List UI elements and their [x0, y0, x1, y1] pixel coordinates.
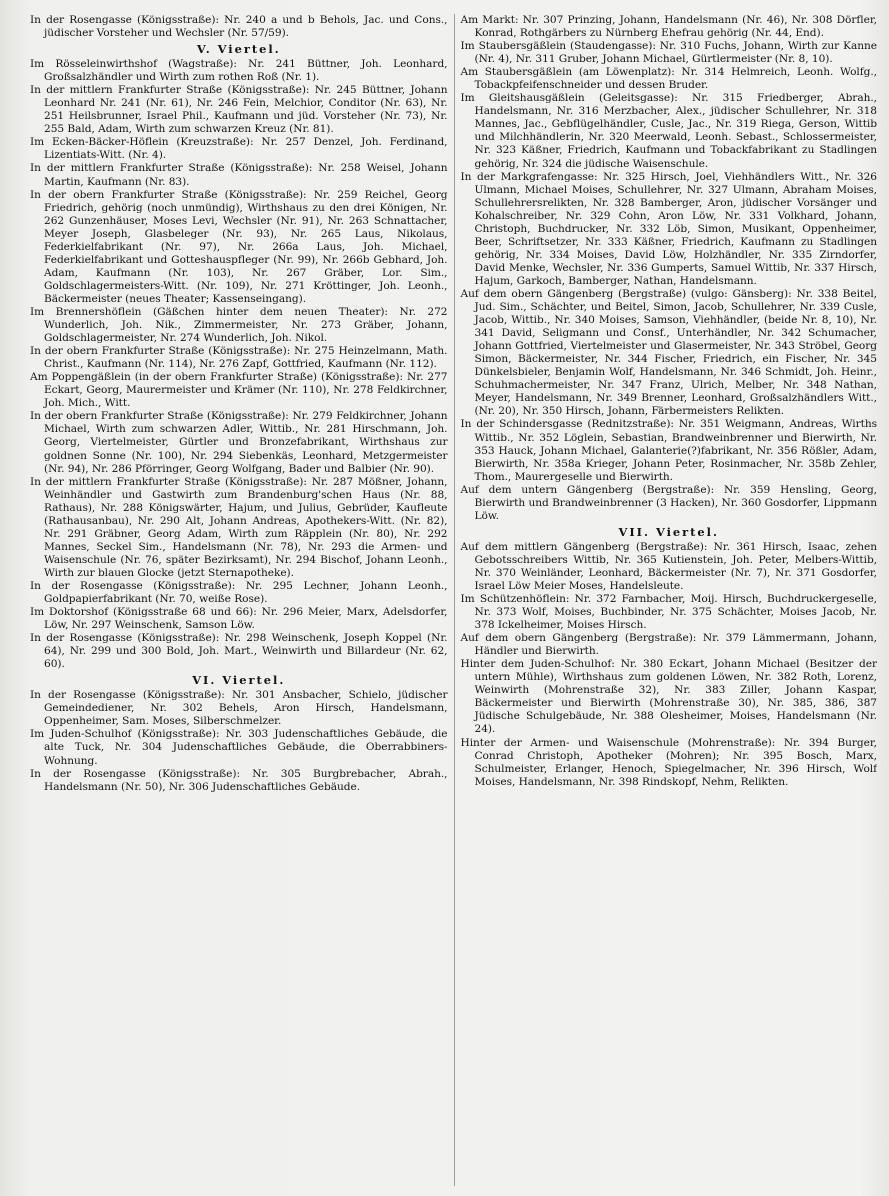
- address-entry: In der Markgrafengasse: Nr. 325 Hirsch, Joel, Viehhändlers Witt., Nr. 326 Ulmann, Michael Moises, Schullehrer, Nr. 327 Ulmann, Abraham Moises, Schullehrersrelikten, Nr. 328 Bamberger, Aron, jüdischer Vorsänger und Kohalschreiber, Nr. 329 Cohn, Aron Löw, Nr. 331 Volkhard, Johann, Christoph, Buchdrucker, Nr. 332 Löb, Simon, Musikant, Oppenheimer, Beer, Schriftsetzer, Nr. 333 Käßner, Friedrich, Kaufmann zu Stadlingen gehörig, Nr. 334 Moises, David Löw, Holzhändler, Nr. 335 Zirndorfer, David Menke, Wechsler, Nr. 336 Gumperts, Samuel Wittib, Nr. 337 Hirsch, Hajum, Garkoch, Bamberger, Nathan, Handelsmann.: [460, 170, 877, 287]
- address-entry: Im Doktorshof (Königsstraße 68 und 66): Nr. 296 Meier, Marx, Adelsdorfer, Löw, Nr. 297 Weinschenk, Samson Löw.: [30, 606, 448, 632]
- left-column: [30, 14, 454, 1186]
- address-entry: Im Schützenhöflein: Nr. 372 Farnbacher, Moij. Hirsch, Buchdruckergeselle, Nr. 373 Wolf, Moises, Buchbinder, Nr. 375 Schächter, Moises Jacob, Nr. 378 Ickelheimer, Moises Hirsch.: [460, 593, 877, 632]
- address-entry: Im Gleitshausgäßlein (Geleitsgasse): Nr. 315 Friedberger, Abrah., Handelsmann, Nr. 316 Merzbacher, Alex., jüdischer Schullehrer, Nr. 318 Mannes, Jac., Gebflügelhändler, Cusle, Jac., Nr. 319 Riega, Gerson, Wittib und Milchhändlerin, Nr. 320 Meerwald, Leonh. Sebast., Schlossermeister, Nr. 323 Käßner, Friedrich, Kaufmann und Tobackfabrikant zu Stadlingen gehörig, Nr. 324 die jüdische Waisenschule.: [460, 92, 877, 170]
- address-entry: In der mittlern Frankfurter Straße (Königsstraße): Nr. 258 Weisel, Johann Martin, Kaufmann (Nr. 83).: [30, 162, 448, 188]
- address-entry: In der Schindersgasse (Rednitzstraße): Nr. 351 Weigmann, Andreas, Wirths Wittib., Nr. 352 Löglein, Sebastian, Brandweinbrenner und Bierwirth, Nr. 353 Hauck, Johann Michael, Galanterie(?)fabrikant, Nr. 356 Rößler, Adam, Bierwirth, Nr. 358a Krieger, Johann Peter, Rosinmacher, Nr. 358b Zehler, Thom., Maurergeselle und Bierwirth.: [460, 418, 877, 483]
- address-entry: In der Rosengasse (Königsstraße): Nr. 298 Weinschenk, Joseph Koppel (Nr. 64), Nr. 299 und 300 Bold, Joh. Mart., Weinwirth und Billardeur (Nr. 62, 60).: [30, 632, 448, 671]
- address-entry: Am Markt: Nr. 307 Prinzing, Johann, Handelsmann (Nr. 46), Nr. 308 Dörfler, Konrad, Rothgärbers zu Nürnberg Ehefrau gehörig (Nr. 44, End).: [460, 14, 877, 40]
- section-heading: VI. Viertel.: [192, 673, 286, 688]
- address-entry: In der Rosengasse (Königsstraße): Nr. 305 Burgbrebacher, Abrah., Handelsmann (Nr. 50), Nr. 306 Judenschaftliches Gebäude.: [30, 767, 448, 793]
- address-entry: Im Ecken-Bäcker-Höflein (Kreuzstraße): Nr. 257 Denzel, Joh. Ferdinand, Lizentiats-Witt. (Nr. 4).: [30, 136, 448, 162]
- address-entry: Im Brennershöflein (Gäßchen hinter dem neuen Theater): Nr. 272 Wunderlich, Joh. Nik., Zimmermeister, Nr. 273 Gräber, Johann, Goldschlagermeister, Nr. 274 Wunderlich, Joh. Nikol.: [30, 305, 448, 345]
- address-entry: Auf dem obern Gängenberg (Bergstraße): Nr. 379 Lämmermann, Johann, Händler und Bierwirth.: [460, 632, 877, 658]
- address-entry: Auf dem mittlern Gängenberg (Bergstraße): Nr. 361 Hirsch, Isaac, zehen Gebotsschreibers Wittib, Nr. 365 Kutienstein, Joh. Peter, Melbers-Wittib, Nr. 370 Weinländer, Leonhard, Bäckermeister (Nr. 7), Nr. 371 Gosdorfer, Israel Löw Meier Moses, Handelsleute.: [460, 540, 877, 592]
- two-column-layout: [30, 14, 877, 1186]
- address-entry: In der obern Frankfurter Straße (Königsstraße): Nr. 279 Feldkirchner, Johann Michael, Wirth zum schwarzen Adler, Wittib., Nr. 281 Hirschmann, Joh. Georg, Viertelmeister, Gürtler und Bronzefabrikant, Wirthshaus zur goldnen Sonne (Nr. 100), Nr. 294 Siebenkäs, Leonhard, Metzgermeister (Nr. 94), Nr. 286 Pförringer, Georg Wolfgang, Bader und Balbier (Nr. 90).: [30, 410, 448, 475]
- section-heading: VII. Viertel.: [618, 524, 719, 539]
- address-entry: Im Staubersgäßlein (Staudengasse): Nr. 310 Fuchs, Johann, Wirth zur Kanne (Nr. 4), Nr. 311 Gruber, Johann Michael, Gürtlermeister (Nr. 8, 10).: [460, 40, 877, 66]
- address-entry: In der mittlern Frankfurter Straße (Königsstraße): Nr. 245 Büttner, Johann Leonhard Nr. 241 (Nr. 61), Nr. 246 Fein, Melchior, Conditor (Nr. 63), Nr. 251 Heilsbrunner, Israel Phil., Kaufmann und jüd. Vorsteher (Nr. 73), Nr. 255 Bald, Adam, Wirth zum schwarzen Kreuz (Nr. 81).: [30, 84, 448, 136]
- address-entry: Hinter dem Juden-Schulhof: Nr. 380 Eckart, Johann Michael (Besitzer der untern Mühle), Wirthshaus zum goldenen Löwen, Nr. 382 Roth, Lorenz, Weinwirth (Mohrenstraße 32), Nr. 383 Ziller, Johann Kaspar, Bäckermeister und Bierwirth (Mohrenstraße 30), Nr. 385, 386, 387 Jüdische Schulgebäude, Nr. 388 Olesheimer, Moises, Handelsmann (Nr. 24).: [460, 658, 877, 736]
- address-entry: In der obern Frankfurter Straße (Königsstraße): Nr. 275 Heinzelmann, Math. Christ., Kaufmann (Nr. 114), Nr. 276 Zapf, Gottfried, Kaufmann (Nr. 112).: [30, 345, 448, 371]
- address-entry: In der Rosengasse (Königsstraße): Nr. 301 Ansbacher, Schielo, jüdischer Gemeindediener, Nr. 302 Behels, Aron Hirsch, Handelsmann, Oppenheimer, Sam. Moses, Silberschmelzer.: [30, 689, 448, 728]
- section-heading: V. Viertel.: [196, 42, 281, 57]
- address-entry: Hinter der Armen- und Waisenschule (Mohrenstraße): Nr. 394 Burger, Conrad Christoph, Apotheker (Mohren); Nr. 395 Bosch, Marx, Schulmeister, Erlanger, Henoch, Spiegelmacher, Nr. 396 Hirsch, Wolf Moises, Handelsmann, Nr. 398 Rindskopf, Nehm, Relikten.: [460, 736, 877, 788]
- address-entry: Im Juden-Schulhof (Königsstraße): Nr. 303 Judenschaftliches Gebäude, die alte Tuck, Nr. 304 Judenschaftliches Gebäude, die Oberrabbiners-Wohnung.: [30, 728, 448, 767]
- address-entry: Auf dem untern Gängenberg (Bergstraße): Nr. 359 Hensling, Georg, Bierwirth und Brandweinbrenner (3 Hacken), Nr. 360 Gosdorfer, Lippmann Löw.: [460, 483, 877, 522]
- address-entry: Im Rösseleinwirthshof (Wagstraße): Nr. 241 Büttner, Joh. Leonhard, Großsalzhändler und Wirth zum rothen Roß (Nr. 1).: [30, 58, 448, 84]
- address-entry: Auf dem obern Gängenberg (Bergstraße) (vulgo: Gänsberg): Nr. 338 Beitel, Jud. Sim., Schächter, und Beitel, Simon, Jacob, Schullehrer, Nr. 339 Cusle, Jacob, Wittib., Nr. 340 Moises, Samson, Viehhändler, (beide Nr. 8, 10), Nr. 341 David, Seligmann und Consf., Unterhändler, Nr. 342 Schumacher, Johann Gottfried, Viertelmeister und Glasermeister, Nr. 343 Ströbel, Georg Simon, Bäckermeister, Nr. 344 Fischer, Friedrich, ein Fischer, Nr. 345 Dünkelsbieler, Benjamin Wolf, Handelsmann, Nr. 346 Schmidt, Joh. Heinr., Schuhmachermeister, Nr. 347 Franz, Ulrich, Melber, Nr. 348 Nathan, Meyer, Handelsmann, Nr. 349 Brenner, Leonhard, Großsalzhändlers Witt., (Nr. 20), Nr. 350 Hirsch, Johann, Färbermeisters Relikten.: [460, 287, 877, 418]
- address-entry: In der Rosengasse (Königsstraße): Nr. 240 a und b Behols, Jac. und Cons., jüdischer Vorsteher und Wechsler (Nr. 57/59).: [30, 14, 448, 40]
- address-entry: In der mittlern Frankfurter Straße (Königsstraße): Nr. 287 Mößner, Johann, Weinhändler und Gastwirth zum Brandenburg'schen Haus (Nr. 88, Rathaus), Nr. 288 Königswärter, Hajum, und Julius, Gebrüder, Kaufleute (Rathausanbau), Nr. 290 Alt, Johann Andreas, Apothekers-Witt. (Nr. 82), Nr. 291 Gräbner, Georg Adam, Wirth zum Räpplein (Nr. 80), Nr. 292 Mannes, Seckel Sim., Handelsmann (Nr. 78), Nr. 293 die Armen- und Waisenschule (Nr. 76, später Bezirksamt), Nr. 294 Bischof, Johann Leonh., Wirth zur blauen Glocke (jetzt Sternapotheke).: [30, 475, 448, 579]
- right-column: [454, 14, 878, 1186]
- address-entry: Am Staubersgäßlein (am Löwenplatz): Nr. 314 Helmreich, Leonh. Wolfg., Tobackpfeifenschneider und dessen Bruder.: [460, 66, 877, 92]
- address-entry: In der Rosengasse (Königsstraße): Nr. 295 Lechner, Johann Leonh., Goldpapierfabrikant (Nr. 70, weiße Rose).: [30, 579, 448, 606]
- address-entry: In der obern Frankfurter Straße (Königsstraße): Nr. 259 Reichel, Georg Friedrich, gehörig (noch unmündig), Wirthshaus zu den drei Königen, Nr. 262 Gunzenhäuser, Moses Levi, Wechsler (Nr. 91), Nr. 263 Schnattacher, Meyer Joseph, Glasbeleger (Nr. 93), Nr. 265 Laus, Nikolaus, Federkielfabrikant (Nr. 97), Nr. 266a Laus, Joh. Michael, Federkielfabrikant und Gotteshauspfleger (Nr. 99), Nr. 266b Gebhard, Joh. Adam, Kaufmann (Nr. 103), Nr. 267 Gräber, Lor. Sim., Goldschlagermeisters-Witt. (Nr. 109), Nr. 271 Kröttinger, Joh. Leonh., Bäckermeister (neues Theater; Kassenseingang).: [30, 188, 448, 305]
- address-entry: Am Poppengäßlein (in der obern Frankfurter Straße) (Königsstraße): Nr. 277 Eckart, Georg, Maurermeister und Krämer (Nr. 110), Nr. 278 Feldkirchner, Joh. Mich., Witt.: [30, 371, 448, 410]
